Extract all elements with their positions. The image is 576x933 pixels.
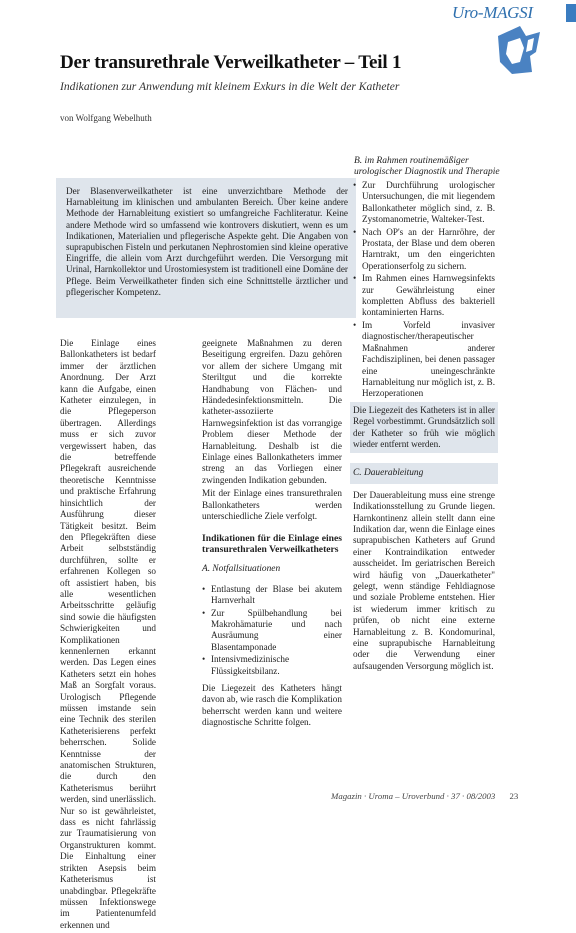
text-column-1 — [60, 338, 156, 933]
abstract-box — [56, 178, 356, 318]
list-item: • Zur Durchführung urologischer Untersuchungen, die mit liegendem Ballonkatheter möglich sind, z. B. Zystomanometrie, Walteker-Test. — [353, 180, 495, 226]
page-footer — [331, 791, 518, 801]
section-a-label: A. Notfallsituationen — [202, 564, 281, 575]
section-b-heading: B. im Rahmen routinemäßiger urologischer Diagnostik und Therapie — [354, 156, 500, 177]
list-item: • Nach OP's an der Harnröhre, der Prostata, der Blase und dem oberen Harntrakt, um den eingerichten Operationserfolg zu sichern. — [353, 227, 495, 273]
indications-heading: Indikationen für die Einlage eines transurethralen Verweilkatheters — [202, 532, 342, 555]
section-c-label: C. Dauerableitung — [350, 463, 498, 483]
article-subtitle: Indikationen zur Anwendung mit kleinem Exkurs in die Welt der Katheter — [60, 80, 400, 93]
journal-info: Magazin · Uroma – Uroverbund · 37 · 08/2003 — [331, 791, 496, 801]
brand-name: Uro-MAGSI — [452, 3, 533, 22]
column2-outro: Die Liegezeit des Katheters hängt davon ab, wie rasch die Komplikation beherrscht werden kann und weitere diagnostische Schritte folgen. — [202, 682, 342, 728]
column2-intro2: Mit der Einlage eines transurethralen Ballonkatheters werden unterschiedliche Ziele verfolgt. — [202, 488, 342, 522]
article-author: von Wolfgang Webelhuth — [60, 113, 152, 123]
list-item: • Entlastung der Blase bei akutem Harnverhalt — [202, 584, 342, 607]
brand-color-tab — [566, 4, 576, 22]
highlight-note: Die Liegezeit des Katheters ist in aller Regel vorbestimmt. Grundsätzlich soll der Katheter so früh wie möglich wieder entfernt werden. — [350, 402, 498, 454]
column2-intro: geeignete Maßnahmen zu deren Beseitigung ergreifen. Dazu gehören vor allem der sichere Umgang mit Steriltgut und die korrekte Handhabung von Flächen- und Händedesinfektionsmitteln. Die katheter-assoziierte Harnwegsinfektion ist das vorrangige Problem dieser Methode der Harnableitung. Deshalb ist die Einlage eines Ballonkatheters immer streng an das Vorliegen einer zwingenden Indikation gebunden. — [202, 338, 342, 485]
urinary-catheter-emblem-icon — [490, 22, 552, 78]
article-title: Der transurethrale Verweilkatheter – Teil 1 — [60, 52, 402, 73]
list-item: • Zur Spülbehandlung bei Makrohämaturie und nach Ausräumung einer Blasentamponade — [202, 608, 342, 654]
text-column-2 — [202, 338, 342, 731]
brand-header — [452, 2, 576, 24]
abstract-text: Der Blasenverweilkatheter ist eine unverzichtbare Methode der Harnableitung im klinischen und ambulanten Bereich. Über keine andere Methode der Harnableitung existiert so umfangreiche Fachliteratur. Keine andere Methode wird so umfassend wie kontrovers diskutiert, wenn es um Indikationen, Materialien und pflegerische Aspekte geht. Die Angaben von suprapubischen Fisteln und perkutanen Nephrostomien sind kleine operative Eingriffe, die allein vom Arzt durchgeführt werden. Die Versorgung mit Urinal, Harnkollektor und Urostomiesystem ist traditionell eine Domäne der Pflege. Beim Verweilkatheter finden sich eine Schnittstelle ärztlicher und pflegerischer Kompetenz. — [66, 186, 348, 297]
column3-body: Der Dauerableitung muss eine strenge Indikationsstellung zu Grunde liegen. Harnkontinenz allein stellt dann eine Indikation dar, wenn die Einlage eines suprapubischen Katheters auf Grund einer Kontraindikation entweder ausscheidet. Im geriatrischen Bereich wird häufig von „Dauerkatheter" gelegt, wenn ständige Fehldiagnose und soziale Probleme entstehen. Hier ist wiederum immer kritisch zu prüfen, ob nicht eine externe Harnableitung z. B. Kondomurinal, eine suprapubische Harnableitung oder die Verwendung einer aufsaugenden Versorgung möglich ist. — [353, 489, 495, 671]
page-number: 23 — [509, 791, 519, 801]
list-item: • Im Rahmen eines Harnwegsinfekts zur Gewährleistung einer kompletten Abfluss des bakteriell kontaminierten Harns. — [353, 273, 495, 319]
list-item: • Intensivmedizinische Flüssigkeitsbilanz. — [202, 654, 342, 677]
emergency-list — [202, 584, 342, 677]
routine-list — [353, 180, 495, 400]
list-item: • Im Vorfeld invasiver diagnostischer/therapeutischer Maßnahmen anderer Fachdisziplinen, bei denen passager eine uneingeschränkte Harnableitung nur möglich ist, z. B. Herzoperationen — [353, 320, 495, 400]
column1-paragraph: Die Einlage eines Ballonkatheters ist bedarf immer der ärztlichen Anordnung. Der Arzt kann die Aufgabe, einen Katheter einzulegen, in die Pflegeperson übertragen. Allerdings muss er sich zuvor vergewissert haben, das die betreffende Pflegekraft ausreichende theoretische Kenntnisse und praktische Erfahrung hinsichtlich der Ausführung dieser Tätigkeit besitzt. Beim den Pflegekräften diese Arbeit selbstständig durchführen, sollte er erfahrenen Kollegen so oft assistiert haben, bis alle wesentlichen Arbeitsschritte geläufig sind sowie die häufigsten Schwierigkeiten und Komplikationen kennenlernen erkannt werden. Das Legen eines Katheters setzt ein hohes Maß an Sorgfalt voraus. Urologisch Pflegende müssen imstande sein eine Technik des sterilen Katheterisierens perfekt beherrschen. Solide Kenntnisse der anatomischen Strukturen, die durch den Katheterismus berührt werden, sind unerlässlich. Nur so ist gewährleistet, dass es nicht fahrlässig zur Traumatisierung von Organstrukturen kommt. Die Einhaltung einer strikten Asepsis beim Katheterismus ist unabdingbar. Pflegekräfte müssen Infektionswege im Patientenumfeld erkennen und — [60, 338, 156, 930]
text-column-3 — [353, 180, 495, 674]
